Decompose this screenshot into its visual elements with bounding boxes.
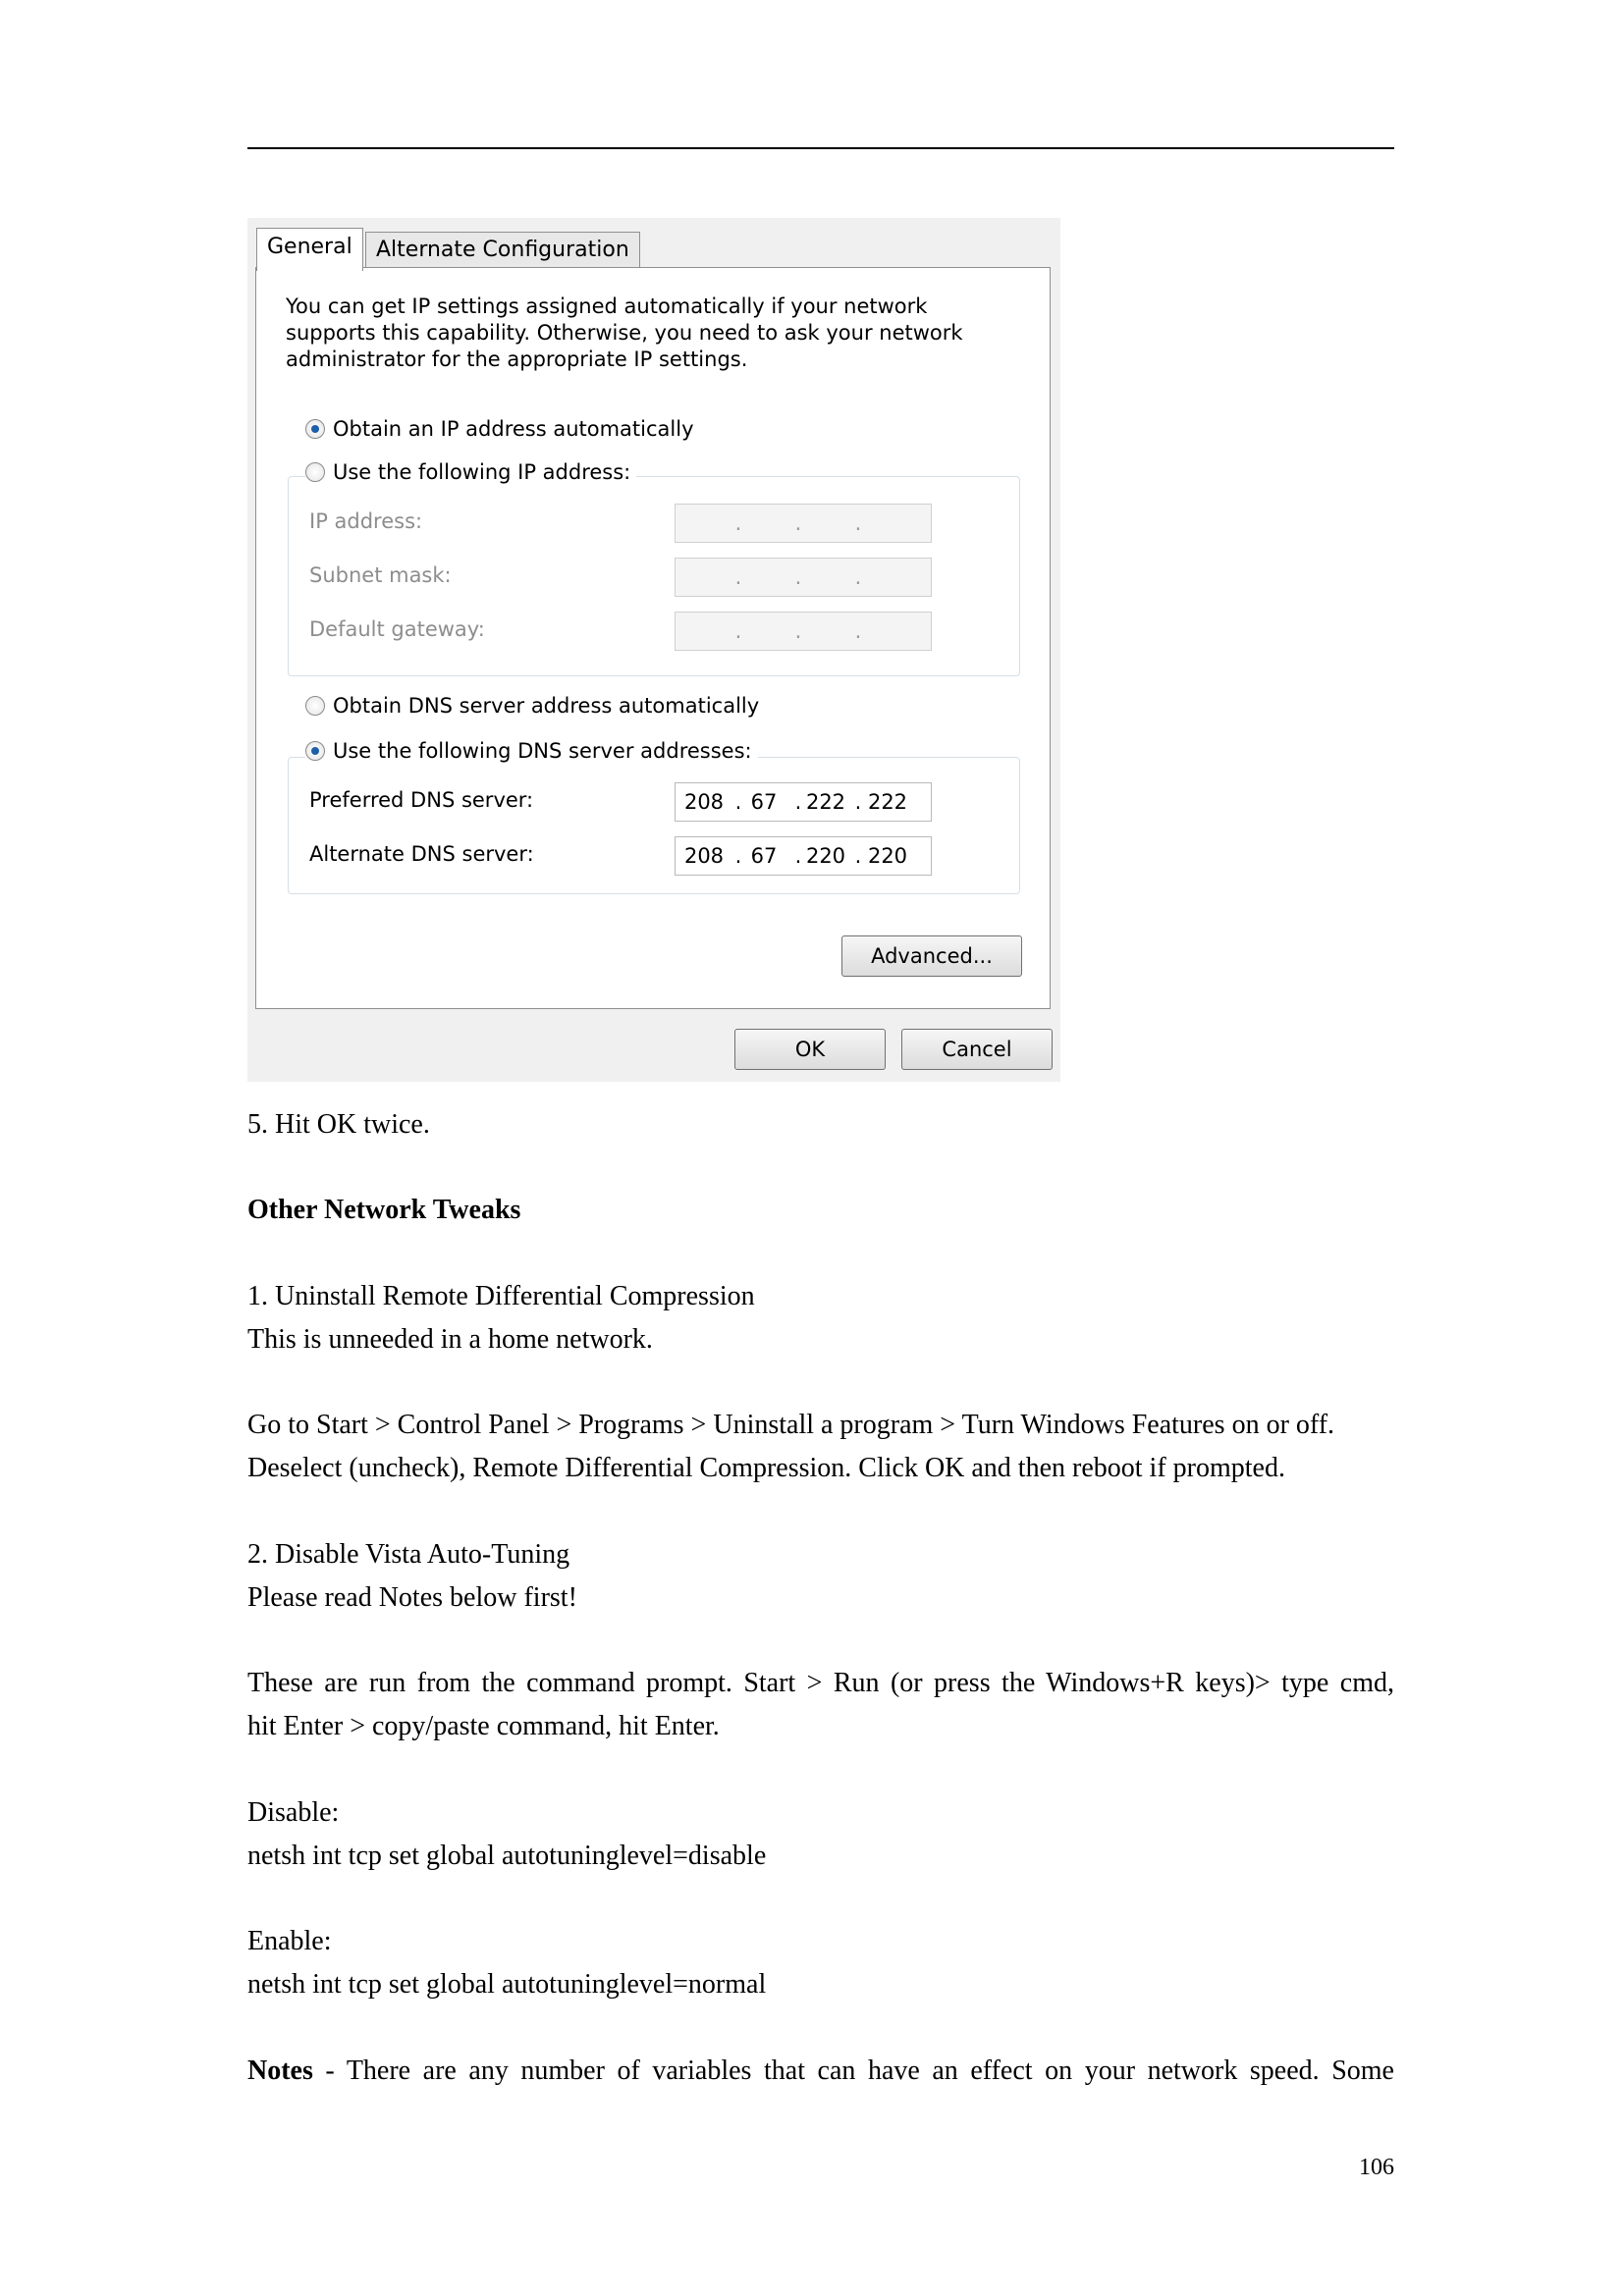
page-number: 106 (1359, 2155, 1394, 2180)
alternate-dns-input[interactable] (675, 836, 932, 876)
radio-selected-icon[interactable] (305, 419, 325, 439)
ip-octet: 208 (683, 844, 725, 868)
item-1-action: Deselect (uncheck), Remote Differential Compression. Click OK and then reboot if prompted. (247, 1453, 1285, 1483)
ip-dot: . (854, 790, 862, 814)
notes-label: Notes (247, 2056, 313, 2086)
ip-dot: . (734, 619, 742, 643)
advanced-button[interactable]: Advanced... (841, 935, 1022, 977)
section-heading: Other Network Tweaks (247, 1195, 521, 1225)
item-1-title: 1. Uninstall Remote Differential Compression (247, 1281, 755, 1311)
ip-address-input[interactable] (675, 504, 932, 543)
ip-dot: . (794, 619, 802, 643)
ip-dot: . (794, 844, 802, 868)
use-following-dns-option[interactable] (305, 737, 758, 765)
ok-button[interactable]: OK (734, 1029, 886, 1070)
tab-general[interactable]: General (256, 228, 363, 271)
preferred-dns-label: Preferred DNS server: (309, 788, 534, 812)
ip-dot: . (734, 511, 742, 535)
ip-dot: . (854, 844, 862, 868)
ip-dot: . (734, 790, 742, 814)
ip-octet: 222 (805, 790, 846, 814)
ip-address-label: IP address: (309, 509, 423, 533)
obtain-ip-auto-option[interactable] (305, 415, 700, 443)
item-1-description: This is unneeded in a home network. (247, 1324, 653, 1355)
ip-octet: 220 (867, 844, 908, 868)
general-tab-page (255, 267, 1051, 1009)
enable-command: netsh int tcp set global autotuninglevel=normal (247, 1969, 767, 2000)
item-2-title: 2. Disable Vista Auto-Tuning (247, 1539, 570, 1570)
default-gateway-input[interactable] (675, 612, 932, 651)
item-1-path: Go to Start > Control Panel > Programs > Uninstall a program > Turn Windows Features on or off. (247, 1410, 1335, 1440)
ip-dot: . (794, 565, 802, 589)
obtain-dns-auto-option[interactable] (305, 692, 765, 720)
alternate-dns-label: Alternate DNS server: (309, 842, 534, 866)
ip-octet: 67 (750, 844, 778, 868)
cancel-button[interactable]: Cancel (901, 1029, 1053, 1070)
default-gateway-label: Default gateway: (309, 617, 485, 641)
disable-label: Disable: (247, 1797, 340, 1828)
command-intro-line-1: These are run from the command prompt. Start > Run (or press the Windows+R keys)> type cmd, (247, 1668, 1394, 1698)
command-intro-line-2: hit Enter > copy/paste command, hit Enter. (247, 1711, 720, 1741)
radio-selected-icon[interactable] (305, 741, 325, 761)
ip-dot: . (854, 619, 862, 643)
step-5-text: 5. Hit OK twice. (247, 1109, 430, 1140)
ip-octet: 208 (683, 790, 725, 814)
enable-label: Enable: (247, 1926, 332, 1956)
ip-octet: 220 (805, 844, 846, 868)
obtain-dns-auto-label: Obtain DNS server address automatically (333, 694, 760, 718)
notes-paragraph (247, 2050, 1394, 2093)
ip-octet: 67 (750, 790, 778, 814)
subnet-mask-label: Subnet mask: (309, 563, 452, 587)
dialog-description: You can get IP settings assigned automatically if your network supports this capability. Otherwise, you need to ask your network administrator for the appropriate IP settings. (286, 294, 963, 371)
radio-unselected-icon[interactable] (305, 462, 325, 482)
use-following-ip-option[interactable] (305, 458, 636, 486)
notes-text: - There are any number of variables that can have an effect on your network speed. Some (312, 2056, 1394, 2086)
header-rule (247, 147, 1394, 149)
ip-dot: . (854, 565, 862, 589)
ip-dot: . (734, 565, 742, 589)
ip-dot: . (854, 511, 862, 535)
ip-dot: . (794, 790, 802, 814)
item-2-note: Please read Notes below first! (247, 1582, 577, 1613)
use-following-dns-label: Use the following DNS server addresses: (333, 739, 752, 763)
radio-unselected-icon[interactable] (305, 696, 325, 716)
ip-octet: 222 (867, 790, 908, 814)
ip-dot: . (794, 511, 802, 535)
ip-dot: . (734, 844, 742, 868)
tcpip-properties-dialog (247, 218, 1060, 1082)
tab-alternate-configuration[interactable]: Alternate Configuration (365, 232, 640, 267)
subnet-mask-input[interactable] (675, 558, 932, 597)
use-following-ip-label: Use the following IP address: (333, 460, 631, 484)
obtain-ip-auto-label: Obtain an IP address automatically (333, 417, 694, 441)
disable-command: netsh int tcp set global autotuninglevel=disable (247, 1841, 767, 1871)
preferred-dns-input[interactable] (675, 782, 932, 822)
